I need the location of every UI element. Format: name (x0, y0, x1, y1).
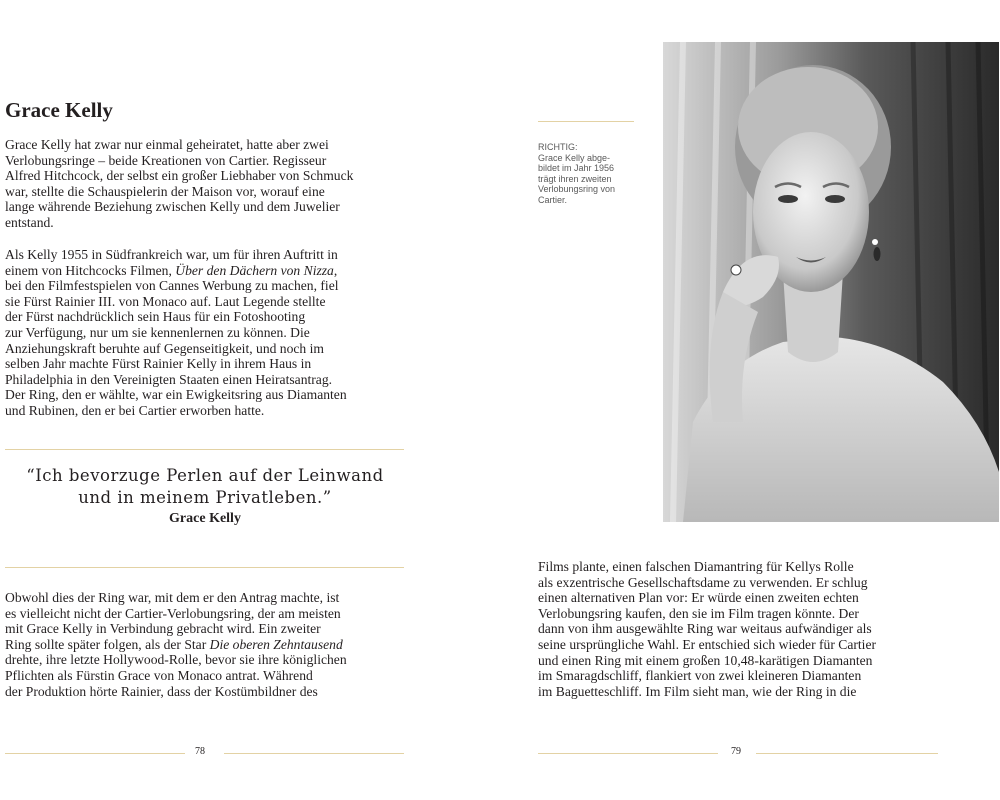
cannes-paragraph (5, 247, 410, 419)
footer-rule-right (224, 753, 404, 754)
quote-author: Grace Kelly (169, 511, 241, 526)
text-span: , (333, 262, 338, 278)
caption-line: bildet im Jahr 1956 (538, 163, 615, 174)
text-line: Anziehungskraft beruhte auf Gegenseitigkeit, und noch im (5, 340, 324, 356)
quote-line: “Ich bevorzuge Perlen auf der Leinwand (26, 466, 384, 485)
text-line: der Fürst nachdrücklich sein Haus für ein Fotoshooting (5, 309, 306, 325)
footer-rule-right (756, 753, 938, 754)
text-line: lange währende Beziehung zwischen Kelly und dem Juwelier (5, 199, 340, 215)
text-line: der Produktion hörte Rainier, dass der Kostümbildner des (5, 683, 318, 699)
text-line: Films plante, einen falschen Diamantring für Kellys Rolle (538, 559, 854, 574)
portrait-photo (663, 42, 999, 522)
text-line: Der Ring, den er wählte, war ein Ewigkeitsring aus Diamanten (5, 387, 347, 403)
footer-rule-left (538, 753, 718, 754)
photo-caption (538, 142, 648, 206)
text-line: als exzentrische Gesellschaftsdame zu verwenden. Er schlug (538, 574, 868, 590)
page-number-right: 79 (731, 746, 741, 757)
text-line: Verlobungsringe – beide Kreationen von Cartier. Regisseur (5, 152, 327, 168)
caption-line: RICHTIG: (538, 142, 578, 152)
text-line (5, 637, 410, 653)
text-line: zur Verfügung, nur um sie kennenlernen zu können. Die (5, 324, 310, 340)
text-line: Philadelphia in den Vereinigten Staaten einen Heiratsantrag. (5, 371, 333, 387)
page-number-left: 78 (195, 746, 205, 757)
text-line: mit Grace Kelly in Verbindung gebracht wird. Ein zweiter (5, 621, 321, 637)
film-title: Die oberen Zehntausend (209, 636, 343, 652)
text-line: Verlobungsring kaufen, den sie im Film tragen könnte. Der (538, 605, 859, 621)
text-line: einen alternativen Plan vor: Er würde einen zweiten echten (538, 590, 859, 606)
text-line: Alfred Hitchcock, der selbst ein großer Liebhaber von Schmuck (5, 168, 354, 184)
quote-top-rule (5, 449, 404, 450)
text-line: bei den Filmfestspielen von Cannes Werbung zu machen, fiel (5, 278, 339, 294)
text-line: entstand. (5, 214, 54, 230)
text-line: seine ursprüngliche Wahl. Er entschied sich wieder für Cartier (538, 636, 877, 652)
text-line: selben Jahr machte Fürst Rainier Kelly in ihrem Haus in (5, 356, 312, 372)
text-line: war, stellte die Schauspielerin der Maison vor, worauf eine (5, 183, 325, 199)
footer-rule-left (5, 753, 185, 754)
text-span: einem von Hitchcocks Filmen, (5, 262, 176, 278)
pull-quote (5, 465, 405, 527)
page-title: Grace Kelly (5, 98, 113, 122)
text-line: dann von ihm ausgewählte Ring war weitaus aufwändiger als (538, 621, 872, 637)
text-line: sie Fürst Rainier III. von Monaco auf. Laut Legende stellte (5, 293, 326, 309)
text-line: im Baguetteschliff. Im Film sieht man, wie der Ring in die (538, 683, 857, 699)
text-line: Als Kelly 1955 in Südfrankreich war, um für ihren Auftritt in (5, 247, 338, 262)
text-span: Ring sollte später folgen, als der Star (5, 636, 210, 652)
quote-bottom-rule (5, 567, 404, 568)
text-line: es vielleicht nicht der Cartier-Verlobungsring, der am meisten (5, 605, 341, 621)
text-line: und einen Ring mit einem großen 10,48-karätigen Diamanten (538, 652, 873, 668)
text-line: im Smaragdschliff, flankiert von zwei kleineren Diamanten (538, 668, 862, 684)
text-line: drehte, ihre letzte Hollywood-Rolle, bevor sie ihre königlichen (5, 652, 347, 668)
intro-paragraph (5, 137, 410, 231)
text-line: Grace Kelly hat zwar nur einmal geheiratet, hatte aber zwei (5, 137, 329, 152)
right-paragraph (538, 559, 948, 699)
caption-rule (538, 121, 634, 122)
text-line: Pflichten als Fürstin Grace von Monaco antrat. Während (5, 667, 313, 683)
film-title: Über den Dächern von Nizza (175, 262, 334, 278)
second-ring-paragraph (5, 590, 410, 699)
quote-line: und in meinem Privatleben.” (78, 488, 332, 507)
caption-line: Grace Kelly abge- (538, 152, 611, 163)
caption-line: Verlobungsring von (538, 184, 616, 195)
text-line: Obwohl dies der Ring war, mit dem er den Antrag machte, ist (5, 590, 340, 605)
text-line (5, 263, 410, 279)
caption-line: trägt ihren zweiten (538, 173, 612, 184)
caption-line: Cartier. (538, 194, 568, 205)
text-line: und Rubinen, den er bei Cartier erworben hatte. (5, 402, 265, 418)
